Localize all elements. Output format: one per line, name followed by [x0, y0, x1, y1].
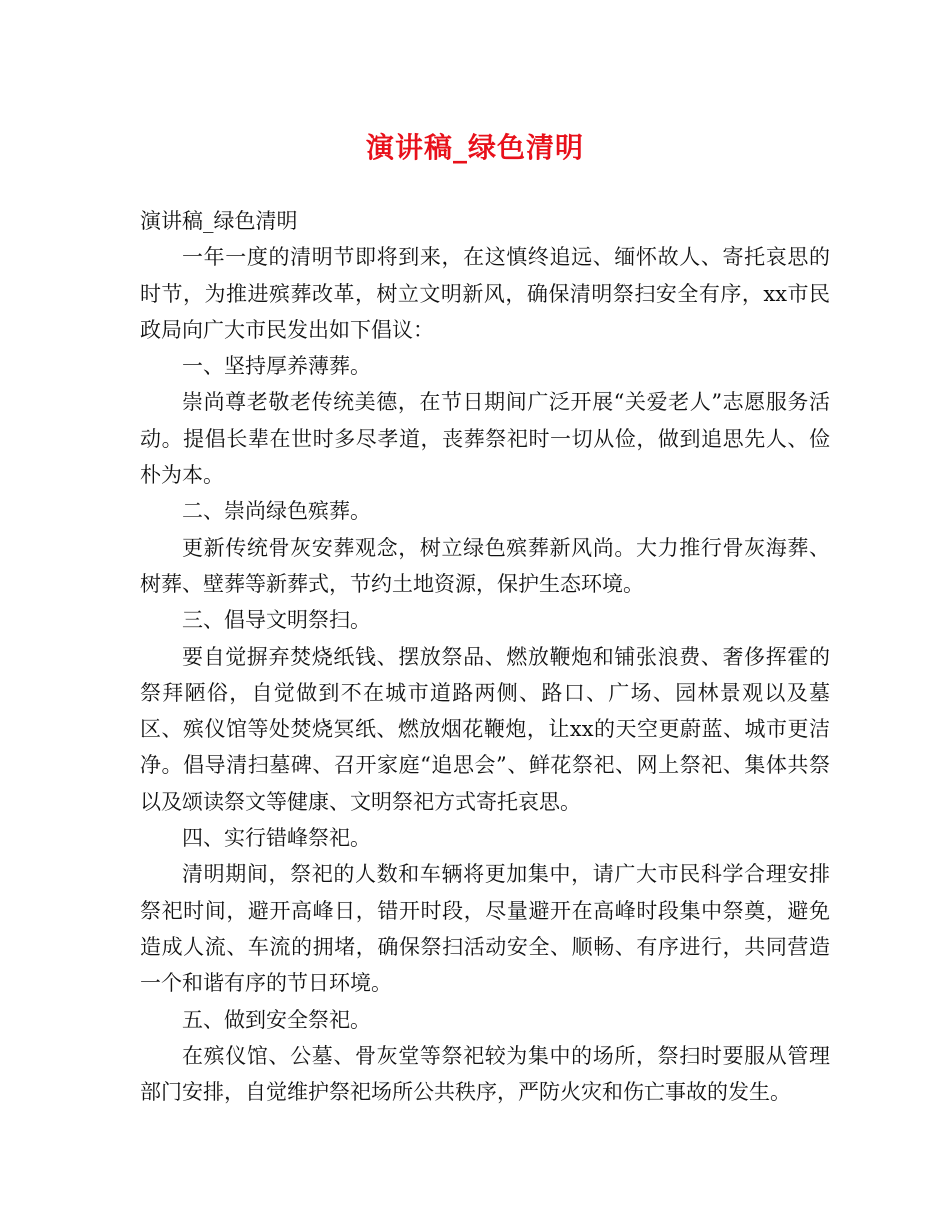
section-body-4: 清明期间，祭祀的人数和车辆将更加集中，请广大市民科学合理安排祭祀时间，避开高峰日，错开时段，尽量避开在高峰时段集中祭奠，避免造成人流、车流的拥堵，确保祭扫活动安全、顺畅、有序进行，共同营造一个和谐有序的节日环境。: [140, 862, 830, 996]
document-body: [140, 203, 830, 1110]
section-heading-1: 一、坚持厚养薄葬。: [182, 354, 371, 379]
section-heading-5: 五、做到安全祭祀。: [182, 1007, 371, 1032]
section-heading-2: 二、崇尚绿色殡葬。: [182, 499, 371, 524]
section-body-2: 更新传统骨灰安葬观念，树立绿色殡葬新风尚。大力推行骨灰海葬、树葬、壁葬等新葬式，节约土地资源，保护生态环境。: [140, 535, 830, 596]
paragraph-intro: 一年一度的清明节即将到来，在这慎终追远、缅怀故人、寄托哀思的时节，为推进殡葬改革，树立文明新风，确保清明祭扫安全有序，xx市民政局向广大市民发出如下倡议：: [140, 245, 830, 342]
section-heading-3: 三、倡导文明祭扫。: [182, 608, 371, 633]
section-heading-4: 四、实行错峰祭祀。: [182, 826, 371, 851]
section-body-3: 要自觉摒弃焚烧纸钱、摆放祭品、燃放鞭炮和铺张浪费、奢侈挥霍的祭拜陋俗，自觉做到不在城市道路两侧、路口、广场、园林景观以及墓区、殡仪馆等处焚烧冥纸、燃放烟花鞭炮，让xx的天空更蔚蓝、城市更洁净。倡导清扫墓碑、召开家庭“追思会”、鲜花祭祀、网上祭祀、集体共祭以及颂读祭文等健康、文明祭祀方式寄托哀思。: [140, 644, 830, 814]
section-body-1: 崇尚尊老敬老传统美德，在节日期间广泛开展“关爱老人”志愿服务活动。提倡长辈在世时多尽孝道，丧葬祭祀时一切从俭，做到追思先人、俭朴为本。: [140, 390, 830, 488]
document-title: 演讲稿_绿色清明: [365, 131, 584, 164]
paragraph-heading: 演讲稿_绿色清明: [140, 209, 298, 233]
section-body-5: 在殡仪馆、公墓、骨灰堂等祭祀较为集中的场所，祭扫时要服从管理部门安排，自觉维护祭祀场所公共秩序，严防火灾和伤亡事故的发生。: [140, 1043, 830, 1105]
